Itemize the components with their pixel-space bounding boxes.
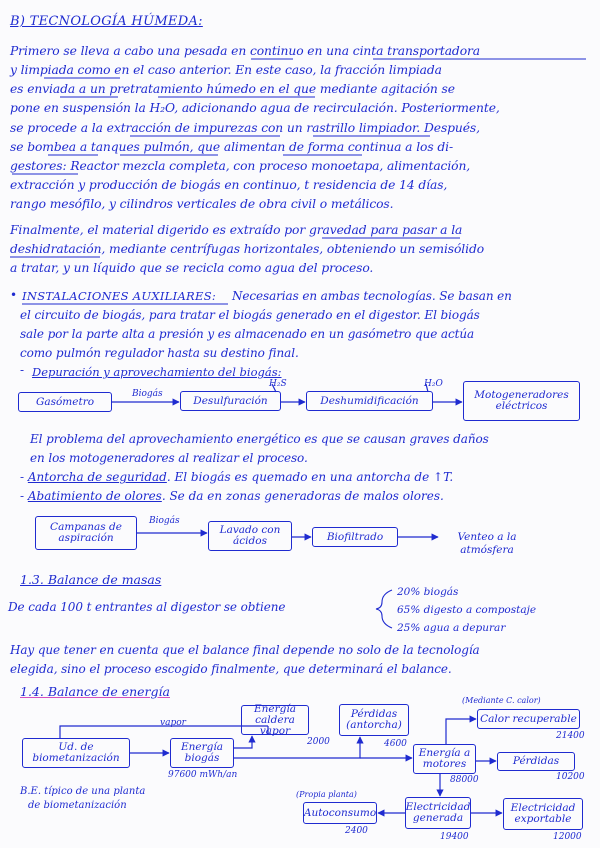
caldera-box: Energía caldera vapor bbox=[241, 705, 309, 735]
depuracion-title: Depuración y aprovechamiento del biogás: bbox=[32, 365, 282, 379]
biofiltrado-box: Biofiltrado bbox=[312, 527, 398, 547]
energia-biogas-box: Energía biogás bbox=[170, 738, 234, 768]
value-exportable: 12000 bbox=[553, 832, 582, 842]
perdidas-box: Pérdidas bbox=[497, 752, 575, 771]
paragraph-line: El problema del aprovechamiento energético es que se causan graves daños bbox=[30, 432, 489, 446]
olores-arrows bbox=[137, 533, 438, 537]
value-caldera: 2000 bbox=[307, 737, 330, 747]
h2o-label: H₂O bbox=[424, 379, 443, 389]
energy-arrows bbox=[60, 719, 502, 813]
vapor-label: vapor bbox=[160, 718, 186, 728]
depuracion-arrows bbox=[112, 384, 462, 402]
h2s-label: H₂S bbox=[269, 379, 287, 389]
antorcha-item: - Antorcha de seguridad. El biogás es quemado en una antorcha de ↑T. bbox=[20, 470, 454, 484]
paragraph-line: deshidratación, mediante centrífugas horizontales, obteniendo un semisólido bbox=[10, 242, 485, 256]
desulfuracion-box: Desulfuración bbox=[180, 391, 281, 411]
antorcha-text: . El biogás es quemado en una antorcha de ↑T. bbox=[166, 470, 454, 484]
biometanizacion-box: Ud. de biometanización bbox=[22, 738, 130, 768]
antorcha-title: Antorcha de seguridad bbox=[27, 470, 167, 484]
masas-item: 65% digesto a compostaje bbox=[397, 604, 537, 616]
masas-item: 20% biogás bbox=[397, 586, 459, 598]
paragraph-line: a tratar, y un líquido que se recicla como agua del proceso. bbox=[10, 261, 374, 275]
deshumidificacion-box: Deshumidificación bbox=[306, 391, 433, 411]
paragraph-line: extracción y producción de biogás en continuo, t residencia de 14 días, bbox=[10, 178, 448, 192]
electricidad-exportable-box: Electricidad exportable bbox=[503, 798, 583, 830]
paragraph-line: como pulmón regulador hasta su destino final. bbox=[20, 346, 299, 360]
campanas-box: Campanas de aspiración bbox=[35, 516, 137, 550]
olores-item: - Abatimiento de olores. Se da en zonas generadoras de malos olores. bbox=[20, 489, 444, 503]
paragraph-line: Primero se lleva a cabo una pesada en continuo en una cinta transportadora bbox=[10, 44, 481, 58]
section-heading: B) TECNOLOGÍA HÚMEDA: bbox=[10, 14, 203, 29]
aux-title: INSTALACIONES AUXILIARES: bbox=[22, 289, 217, 303]
perdidas-antorcha-box: Pérdidas (antorcha) bbox=[339, 704, 409, 736]
gasometro-box: Gasómetro bbox=[18, 392, 112, 412]
paragraph-line: elegida, sino el proceso escogido finalmente, que determinará el balance. bbox=[10, 662, 452, 676]
paragraph-line: se procede a la extracción de impurezas con un rastrillo limpiador. Después, bbox=[10, 121, 480, 135]
olores-text: . Se da en zonas generadoras de malos olores. bbox=[161, 489, 444, 503]
paragraph-line: rango mesófilo, y cilindros verticales de obra civil o metálicos. bbox=[10, 197, 394, 211]
caption-line: B.E. típico de una planta bbox=[20, 786, 146, 797]
paragraph-line: se bombea a tanques pulmón, que alimentan de forma continua a los di- bbox=[10, 140, 454, 154]
paragraph-line: sale por la parte alta a presión y es almacenado en un gasómetro que actúa bbox=[20, 327, 475, 341]
olores-biogas-label: Biogás bbox=[149, 516, 180, 526]
paragraph-line: Necesarias en ambas tecnologías. Se basan en bbox=[232, 289, 512, 303]
paragraph-line: gestores: Reactor mezcla completa, con proceso monoetapa, alimentación, bbox=[10, 159, 471, 173]
value-calor: 21400 bbox=[556, 731, 585, 741]
paragraph-line: pone en suspensión la H₂O, adicionando agua de recirculación. Posteriormente, bbox=[10, 101, 500, 115]
biogas-arrow-label: Biogás bbox=[132, 389, 163, 399]
balance-masas-lead: De cada 100 t entrantes al digestor se obtiene bbox=[8, 600, 286, 614]
paragraph-line: y limpiada como en el caso anterior. En este caso, la fracción limpiada bbox=[10, 63, 442, 77]
masas-item: 25% agua a depurar bbox=[397, 622, 506, 634]
paragraph-line: en los motogeneradores al realizar el proceso. bbox=[30, 451, 308, 465]
value-antorcha: 4600 bbox=[384, 739, 407, 749]
caption-line: de biometanización bbox=[28, 800, 127, 811]
lavado-box: Lavado con ácidos bbox=[208, 521, 292, 551]
calor-box: Calor recuperable bbox=[477, 709, 580, 729]
value-generada: 19400 bbox=[440, 832, 469, 842]
autoconsumo-box: Autoconsumo bbox=[303, 802, 377, 824]
propia-label: (Propia planta) bbox=[296, 790, 357, 799]
balance-masas-title: 1.3. Balance de masas bbox=[20, 572, 162, 587]
electricidad-generada-box: Electricidad generada bbox=[405, 797, 471, 829]
bullet-dot: • bbox=[10, 288, 18, 302]
value-motores: 88000 bbox=[450, 775, 479, 785]
value-autoconsumo: 2400 bbox=[345, 826, 368, 836]
value-biogas: 97600 mWh/an bbox=[168, 770, 238, 780]
value-perdidas: 10200 bbox=[556, 772, 585, 782]
dash-bullet: - bbox=[20, 363, 25, 377]
olores-title: Abatimiento de olores bbox=[27, 489, 162, 503]
paragraph-line: el circuito de biogás, para tratar el biogás generado en el digestor. El biogás bbox=[20, 308, 480, 322]
paragraph-line: Finalmente, el material digerido es extraído por gravedad para pasar a la bbox=[10, 223, 463, 237]
energia-motores-box: Energía a motores bbox=[413, 744, 476, 774]
venteo-label: Venteo a la atmósfera bbox=[457, 531, 517, 556]
mediante-label: (Mediante C. calor) bbox=[462, 696, 541, 705]
paragraph-line: es enviada a un pretratamiento húmedo en el que mediante agitación se bbox=[10, 82, 455, 96]
balance-energia-title: 1.4. Balance de energía bbox=[20, 684, 170, 699]
masas-brace bbox=[376, 590, 392, 628]
paragraph-line: Hay que tener en cuenta que el balance final depende no solo de la tecnología bbox=[10, 643, 480, 657]
motogeneradores-box: Motogeneradores eléctricos bbox=[463, 381, 580, 421]
